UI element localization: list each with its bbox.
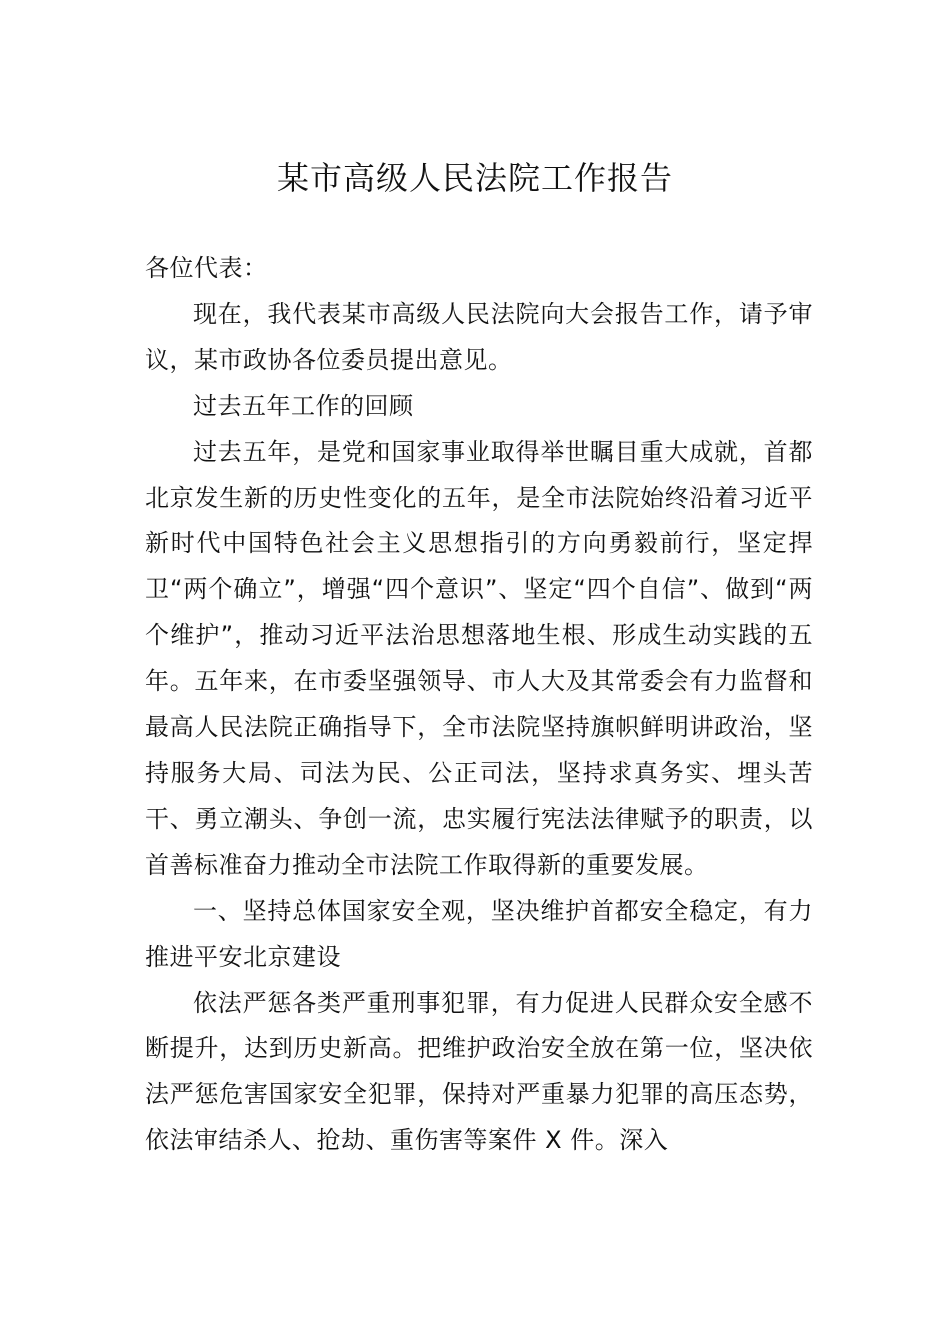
document-title: 某市高级人民法院工作报告 — [276, 159, 673, 197]
paragraph-security: 依法严惩各类严重刑事犯罪，有力促进人民群众安全感不断提升，达到历史新高。把维护政治安全放在第一位，坚决依法严惩危害国家安全犯罪，保持对严重暴力犯罪的高压态势，依法审结杀人、抢劫、重伤害等案件 X 件。深入 — [145, 988, 813, 1155]
section-heading-security: 一、坚持总体国家安全观，坚决维护首都安全稳定，有力推进平安北京建设 — [145, 896, 813, 971]
paragraph-intro: 现在，我代表某市高级人民法院向大会报告工作，请予审议，某市政协各位委员提出意见。 — [145, 299, 813, 374]
document-body — [145, 246, 813, 1164]
section-heading-review: 过去五年工作的回顾 — [193, 391, 414, 420]
paragraph-review: 过去五年，是党和国家事业取得举世瞩目重大成就，首都北京发生新的历史性变化的五年，是全市法院始终沿着习近平新时代中国特色社会主义思想指引的方向勇毅前行，坚定捍卫“两个确立”，增强“四个意识”、坚定“四个自信”、做到“两个维护”，推动习近平法治思想落地生根、形成生动实践的五年。五年来，在市委坚强领导、市人大及其常委会有力监督和最高人民法院正确指导下，全市法院坚持旗帜鲜明讲政治，坚持服务大局、司法为民、公正司法，坚持求真务实、埋头苦干、勇立潮头、争创一流，忠实履行宪法法律赋予的职责，以首善标准奋力推动全市法院工作取得新的重要发展。 — [145, 437, 813, 879]
salutation: 各位代表： — [145, 254, 268, 282]
